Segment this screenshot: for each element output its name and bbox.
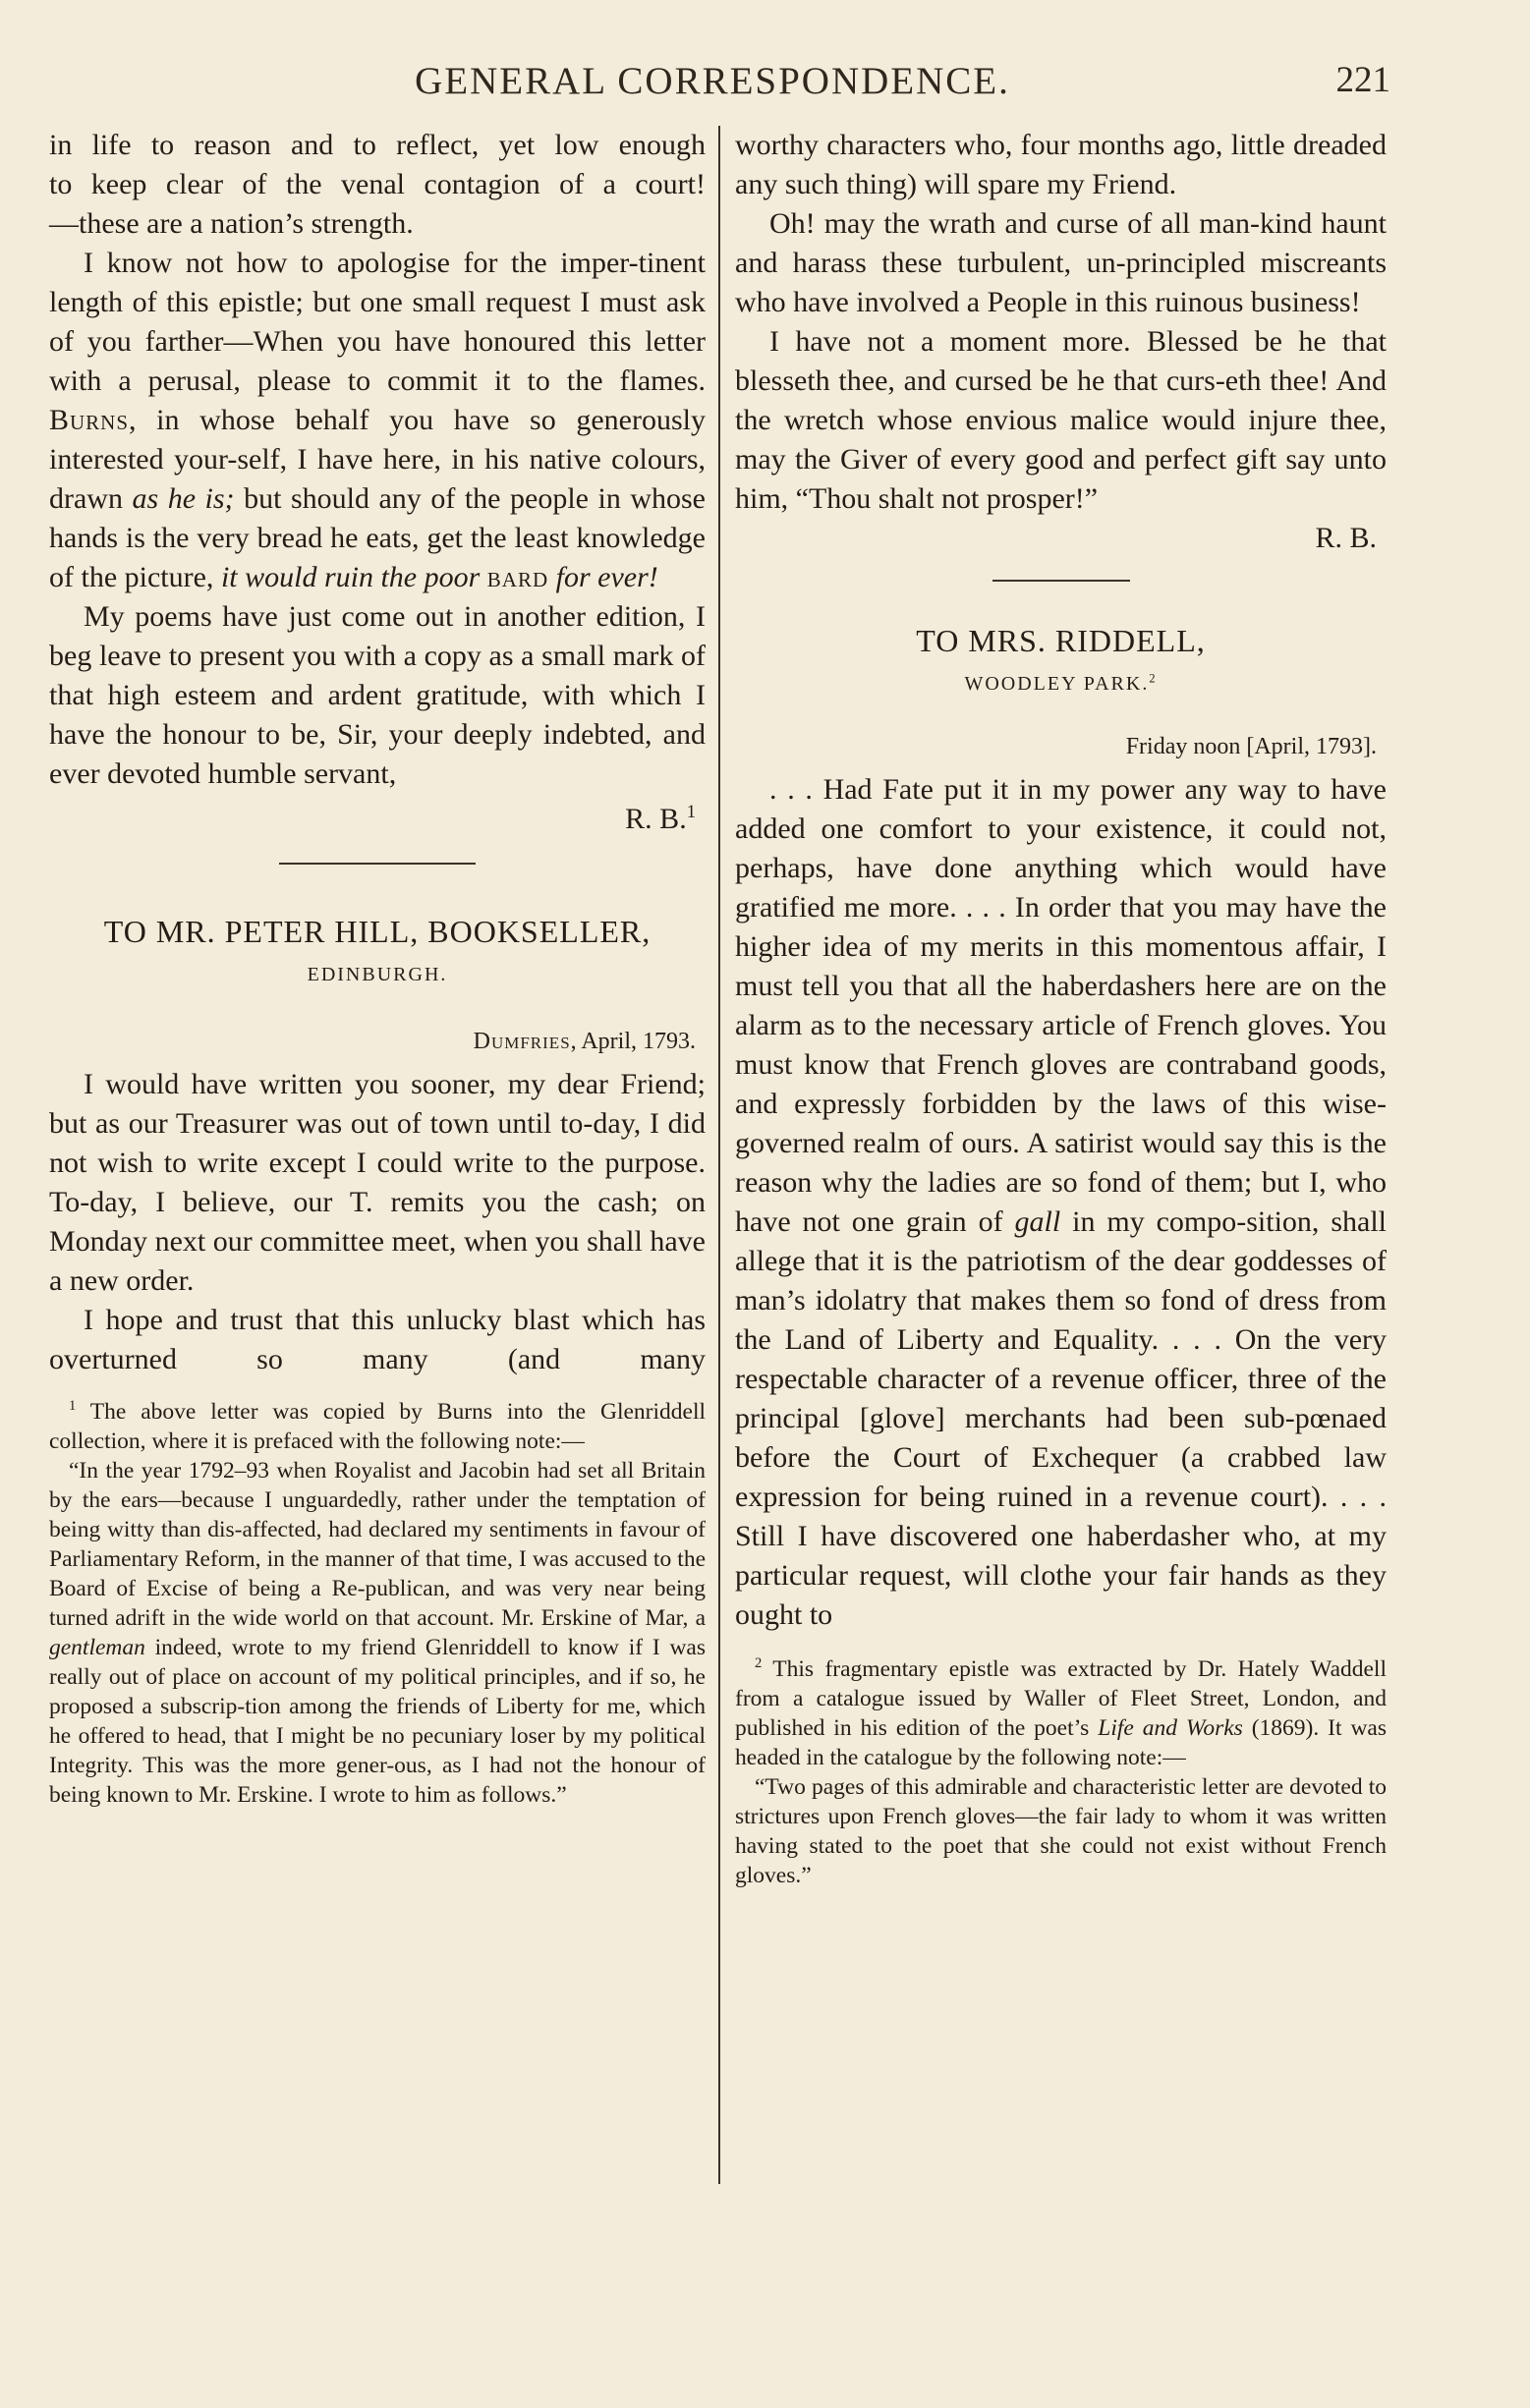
footnotes [49,1397,706,1810]
author-name: Burns [49,404,130,436]
small-caps-word: bard [486,561,549,593]
text: in my compo-sition, shall allege that it is the patriotism of the dear goddesses of man’s idolatry that makes them so fond of dress from the Land of Liberty and Equality. . . . On the very respectable character of a revenue officer, three of the principal [glove] merchants had been sub-pœnaed before the Court of Exchequer (a crabbed law expression for being ruined in a revenue court). . . . Still I have discovered one haberdasher who, at my particular request, will clothe your fair hands as they ought to [735,1205,1388,1631]
footnote [735,1654,1387,1772]
running-title: GENERAL CORRESPONDENCE. [415,60,1010,102]
letter-heading: TO MR. PETER HILL, BOOKSELLER, [103,914,652,949]
italic-text: gall [1014,1205,1061,1238]
section-separator [279,863,476,865]
text: . . . Had Fate put it in my power any way to have added one comfort to your existence, it could not, perhaps, have done anything which would have gratified me more. . . . In order that you may have the higher idea of my merits in this momentous affair, I must tell you that all the haberdashers here are on the alarm as to the necessary article of French gloves. You must know that French gloves are contraband goods, and expressly forbidden by the laws of this wise-governed realm of ours. A satirist would say this is the reason why the ladies are so fond of them; but I, who have not one grain of [735,773,1387,1238]
right-column [735,126,1387,1890]
footnote [49,1456,706,1810]
paragraph: worthy characters who, four months ago, little dreaded any such thing) will spare my Friend. [735,129,1387,200]
text: , in whose behalf you have so generously interested your-self, I have here, in his native colours, drawn [49,404,706,515]
italic-text: gentleman [49,1635,145,1660]
subheading-text: WOODLEY PARK. [964,673,1150,695]
line: to keep clear of the venal contagion of a court! [49,168,706,200]
dateline-date: , April, 1793. [570,1029,696,1054]
paragraph: My poems have just come out in another edition, I beg leave to present you with a copy as a small mark of that high esteem and ardent gratitude, with which I have the honour to be, Sir, your deeply indebted, and ever devoted humble servant, [49,600,706,790]
page-header [0,59,1530,118]
text: but should any of the people in whose hands is the very bread he eats, get the least knowledge of the picture, [49,482,707,593]
footnote-text: This fragmentary epistle was extracted by Dr. Hately Waddell from a catalogue issued by Waller of Fleet Street, London, and published in his edition of the poet’s [735,1656,1387,1741]
letter-subheading [735,664,1387,703]
italic-text: as he is; [132,482,235,515]
footnote-mark: 1 [69,1398,77,1415]
footnotes [735,1654,1387,1890]
italic-text: it would ruin the poor [220,561,481,593]
paragraph [735,770,1387,1635]
footnote: “Two pages of this admirable and characteristic letter are devoted to strictures upon French gloves—the fair lady to whom it was written having stated to the poet that she could not exist without French gloves.” [735,1774,1387,1888]
footnote-text: “In the year 1792–93 when Royalist and Jacobin had set all Britain by the ears—because I unguardedly, rather under the temptation of being witty than dis-affected, had declared my sentiments in favour of Parliamentary Reform, in the manner of that time, I was accused to the Board of Excise of being a Re-publican, and was very near being turned adrift in the wide world on that account. Mr. Erskine of Mar, a [49,1458,706,1631]
paragraph: I hope and trust that this unlucky blast which has overturned so many (and many [49,1304,706,1375]
line: in life to reason and to reflect, yet low enough [49,129,706,161]
letter-subheading: EDINBURGH. [307,964,448,985]
text: I know not how to apologise for the imper-tinent length of this epistle; but one small request I must ask of you farther—When you have honoured this letter with a perusal, please to commit it to the flames. [49,247,706,397]
footnote-text: indeed, wrote to my friend Glenriddell to know if I was really out of place on account of my political principles, and if so, he proposed a subscrip-tion among the friends of Liberty for me, which he offered to head, that I might be no pecuniary loser by my political Integrity. This was the more gener-ous, as I had not the honour of being known to Mr. Erskine. I wrote to him as follows.” [49,1635,706,1808]
dateline [49,1022,706,1061]
dateline-place: Dumfries [473,1029,571,1054]
letter-heading: TO MRS. RIDDELL, [916,623,1206,658]
footnote-text: (1869). It was headed in the catalogue by the following note:— [735,1715,1388,1770]
page-number: 221 [1335,60,1390,100]
left-column [49,126,706,1810]
footnote [49,1397,706,1456]
signature: R. B. [1315,522,1377,554]
paragraph: I have not a moment more. Blessed be he that blesseth thee, and cursed be he that curs-eth thee! And the wretch whose envious malice would injure thee, may the Giver of every good and perfect gift say unto him, “Thou shalt not prosper!” [735,325,1387,515]
signature [49,800,706,839]
italic-text: for ever! [555,561,658,593]
paragraph: I would have written you sooner, my dear Friend; but as our Treasurer was out of town until to-day, I did not wish to write except I could write to the purpose. To-day, I believe, our T. remits you the cash; on Monday next our committee meet, when you shall have a new order. [49,1068,706,1297]
italic-text: Life and Works [1098,1715,1243,1741]
section-separator [992,580,1130,582]
dateline: Friday noon [April, 1793]. [1125,734,1377,759]
footnote-ref: 1 [686,802,696,822]
footnote-text: The above letter was copied by Burns into the Glenriddell collection, where it is prefaced with the following note:— [49,1399,707,1454]
paragraph [49,244,706,597]
line: —these are a nation’s strength. [49,207,414,240]
paragraph: Oh! may the wrath and curse of all man-kind haunt and harass these turbulent, un-principled miscreants who have involved a People in this ruinous business! [735,207,1387,318]
footnote-ref: 2 [1149,671,1158,686]
signature-text: R. B. [625,803,687,835]
column-divider [718,126,720,2184]
footnote-mark: 2 [755,1655,763,1672]
